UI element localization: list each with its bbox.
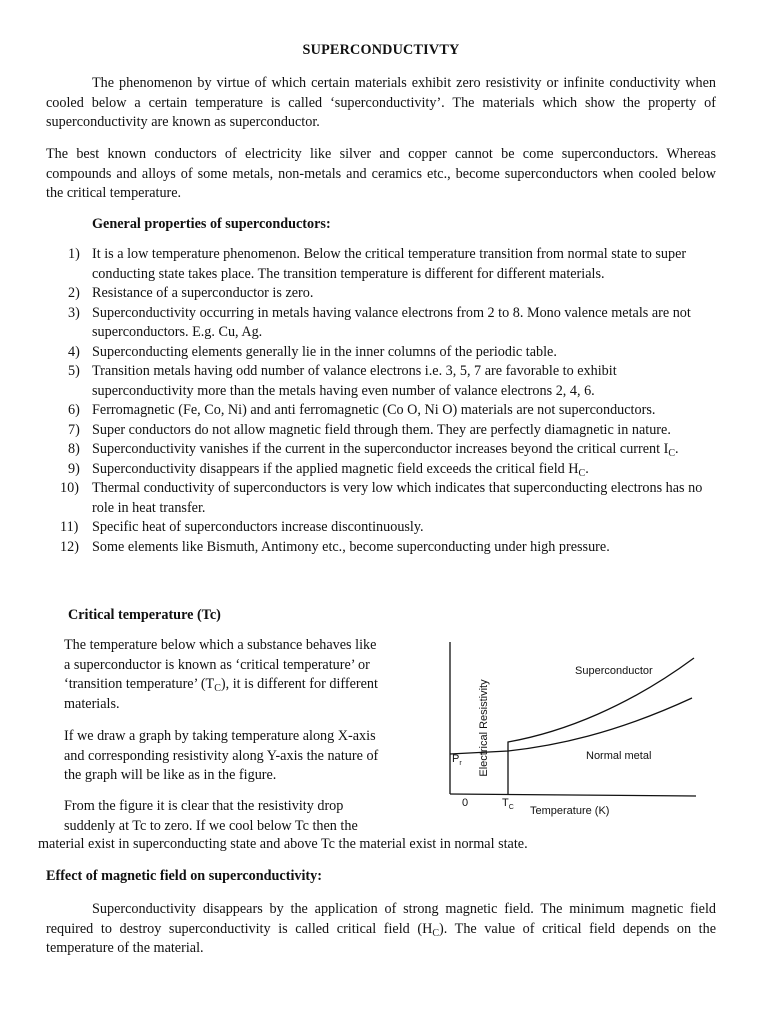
x-axis	[450, 794, 696, 796]
properties-list	[46, 245, 716, 557]
superconductor-label: Superconductor	[575, 665, 653, 677]
critical-paragraph-2: If we draw a graph by taking temperature along X-axis and corresponding resistivity along Y-axis the nature of the graph will be like as in the figure.	[64, 728, 379, 783]
list-item	[46, 401, 716, 421]
list-number: 2)	[68, 285, 80, 301]
list-item	[46, 460, 716, 480]
list-number: 5)	[68, 363, 80, 379]
list-text: Specific heat of superconductors increase discontinuously.	[92, 519, 424, 535]
list-number: 10)	[60, 480, 79, 496]
magnetic-field-heading: Effect of magnetic field on superconductivity:	[46, 868, 322, 884]
list-number: 11)	[60, 519, 79, 535]
subscript: C	[668, 448, 676, 459]
intro-paragraph: The phenomenon by virtue of which certain materials exhibit zero resistivity or infinite conductivity when cooled below a certain temperature is called ‘superconductivity’. The materials which show the property of superconductivity are known as superconductor.	[46, 75, 716, 130]
list-item	[46, 284, 716, 304]
list-text: Ferromagnetic (Fe, Co, Ni) and anti ferromagnetic (Co O, Ni O) materials are not superconductors.	[92, 402, 656, 418]
list-text: Superconductivity vanishes if the current in the superconductor increases beyond the critical current I	[92, 441, 669, 457]
subscript: C	[214, 683, 221, 694]
critical-paragraph-1: The temperature below which a substance behaves like a superconductor is known as ‘critical temperature’ or ‘transition temperature’ $(T_C)$, it is different for different materials.	[64, 637, 378, 712]
list-text: Thermal conductivity of superconductors is very low which indicates that superconducting electrons has no role in heat transfer.	[92, 480, 703, 516]
list-item	[46, 362, 716, 401]
list-text: Some elements like Bismuth, Antimony etc., become superconducting under high pressure.	[92, 538, 610, 555]
normal-metal-label: Normal metal	[586, 750, 652, 762]
critical-paragraph-3b: material exist in superconducting state and above Tc the material exist in normal state.	[38, 836, 528, 852]
list-item	[46, 304, 716, 343]
list-number: 6)	[68, 402, 80, 418]
list-number: 8)	[68, 441, 80, 457]
list-text: Resistance of a superconductor is zero.	[92, 285, 314, 301]
magnetic-paragraph: Superconductivity disappears by the application of strong magnetic field. The minimum magnetic field required to destroy superconductivity is called critical field $(H_C)$. The value of critical field depends on the temperature of the material.	[46, 901, 716, 956]
list-number: 1)	[68, 246, 80, 262]
tc-label: $T_C$	[502, 797, 514, 811]
list-item	[46, 421, 716, 441]
list-item	[46, 245, 716, 284]
list-text-end: .	[675, 441, 679, 457]
subscript: C	[432, 927, 440, 939]
origin-label: 0	[462, 797, 469, 809]
subscript: C	[578, 467, 586, 479]
list-text: Superconductivity occurring in metals having valance electrons from 2 to 8. Mono valence metals are not superconductors. E.g. Cu, Ag.	[92, 304, 691, 340]
critical-temperature-heading: Critical temperature (Tc)	[68, 607, 221, 623]
rho-label: $P_r$	[452, 753, 462, 767]
list-item	[46, 518, 716, 538]
y-axis-label: Electrical Resistivity	[478, 679, 490, 777]
resistivity-temperature-graph	[374, 636, 704, 826]
list-number: 7)	[68, 421, 80, 438]
list-item	[46, 538, 716, 558]
conductors-paragraph: The best known conductors of electricity like silver and copper cannot be come superconductors. Whereas compounds and alloys of some metals, non-metals and ceramics etc., become superconductors when cooled below the critical temperature.	[46, 146, 716, 201]
list-text: Super conductors do not allow magnetic field through them. They are perfectly diamagnetic in nature.	[92, 421, 671, 438]
list-number: 3)	[68, 304, 80, 321]
list-number: 12)	[60, 538, 79, 555]
superconductor-curve	[508, 658, 694, 794]
list-item	[46, 440, 716, 460]
x-axis-label: Temperature (K)	[530, 805, 610, 817]
list-text: Superconductivity disappears if the applied magnetic field exceeds the critical field H	[92, 460, 579, 477]
page-title: SUPERCONDUCTIVTY	[302, 42, 460, 58]
list-item	[46, 479, 716, 518]
properties-heading: General properties of superconductors:	[92, 216, 331, 232]
list-text: It is a low temperature phenomenon. Below the critical temperature transition from normal state to super conducting state takes place. The transition temperature is different for different materials.	[92, 246, 687, 282]
list-item	[46, 343, 716, 363]
list-number: 4)	[68, 343, 80, 360]
list-number: 9)	[68, 460, 80, 477]
list-text: Superconducting elements generally lie in the inner columns of the periodic table.	[92, 343, 557, 360]
list-text: Transition metals having odd number of valance electrons i.e. 3, 5, 7 are favorable to exhibit superconductivity more than the metals having even number of valance electrons 2, 4, 6.	[92, 363, 617, 399]
critical-paragraph-3a: From the figure it is clear that the resistivity drop suddenly at Tc to zero. If we cool below Tc then the	[64, 798, 358, 834]
list-text-end: .	[585, 460, 589, 477]
